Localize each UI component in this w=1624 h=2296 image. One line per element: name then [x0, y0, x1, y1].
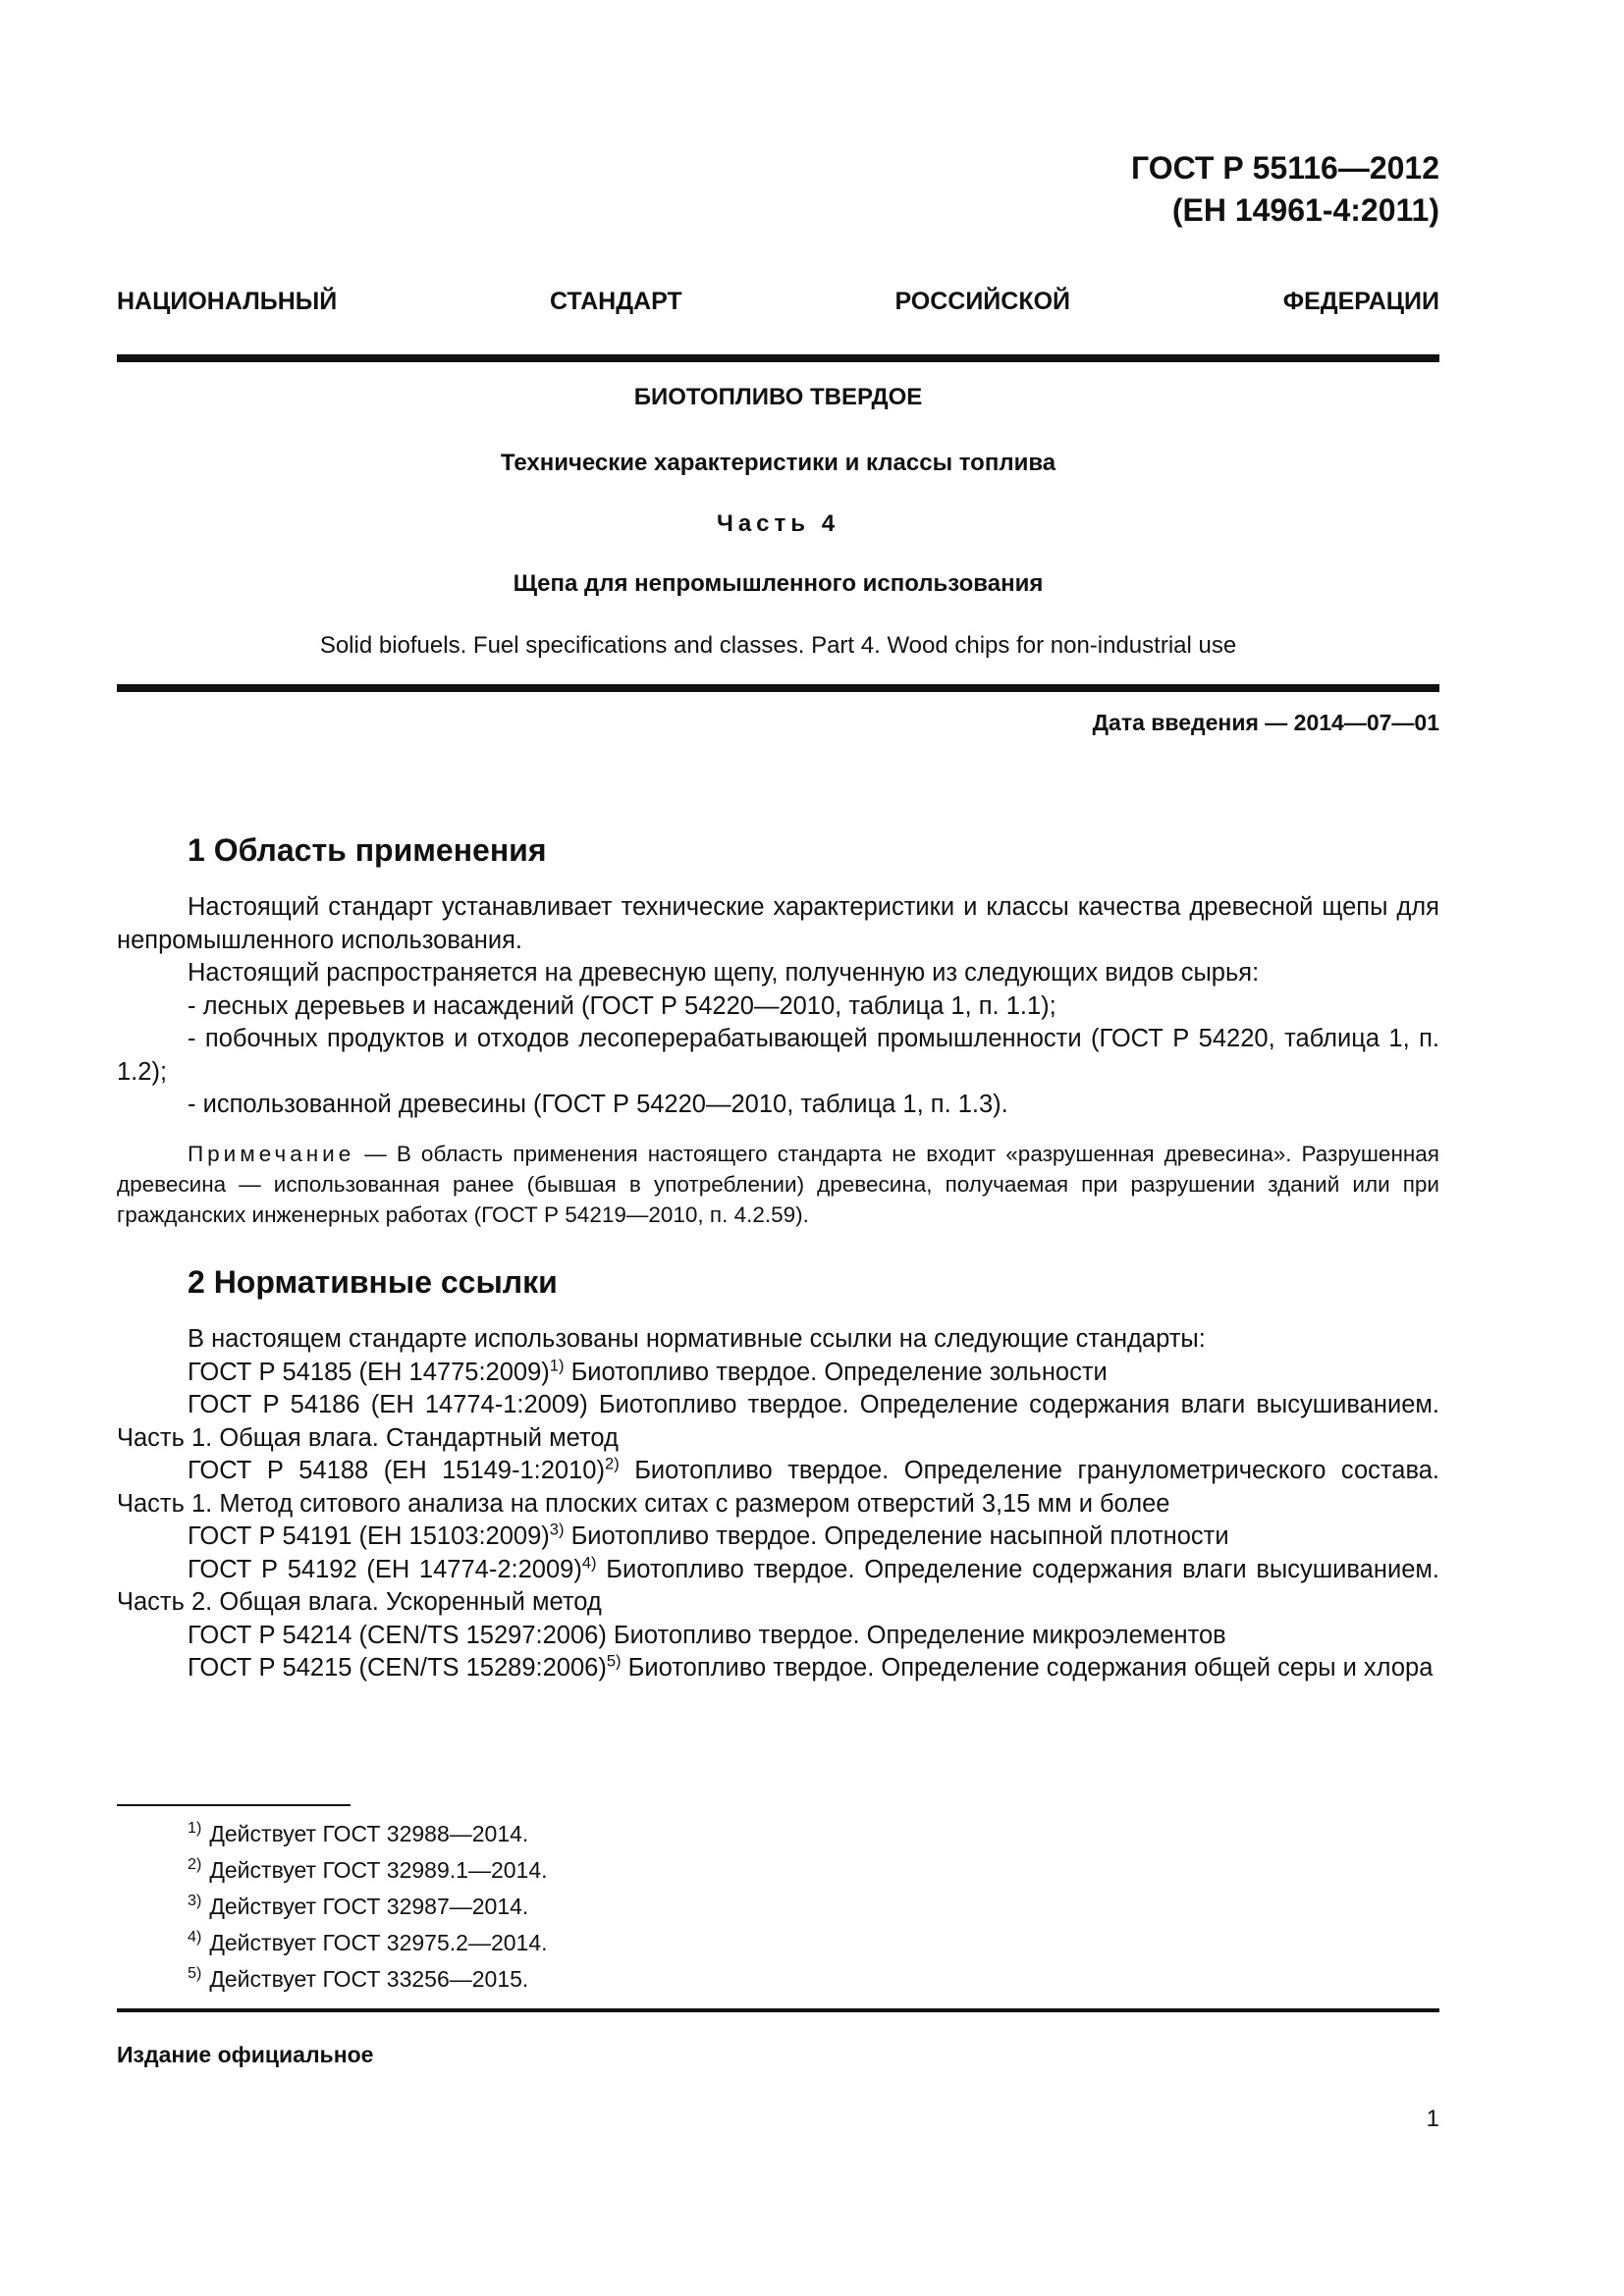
footnote	[188, 1889, 548, 1925]
reference-title: Биотопливо твердое. Определение зольности	[564, 1358, 1108, 1386]
reference-item	[117, 1455, 1439, 1521]
footnote-mark: 4)	[581, 1553, 597, 1572]
reference-code: ГОСТ Р 54185 (ЕН 14775:2009)	[188, 1358, 550, 1386]
standard-number: ГОСТ Р 55116—2012	[1131, 150, 1439, 186]
section-1-list-item: - лесных деревьев и насаждений (ГОСТ Р 54220—2010, таблица 1, п. 1.1);	[188, 991, 1056, 1020]
introduction-date: Дата введения — 2014—07—01	[1092, 710, 1439, 735]
footnote-number: 1)	[188, 1819, 202, 1838]
document-subtitle: Технические характеристики и классы топлива	[500, 450, 1056, 476]
standard-number-block	[1131, 147, 1439, 232]
footnote-mark: 1)	[549, 1356, 565, 1374]
reference-code: ГОСТ Р 54186 (ЕН 14774-1:2009)	[188, 1391, 588, 1418]
reference-title: Биотопливо твердое. Определение микроэлементов	[606, 1621, 1226, 1649]
note-text: — В область применения настоящего стандарта не входит «разрушенная древесина». Разрушенная древесина — использованная ранее (бывшая в употреблении) древесина, получаемая при разрушении зданий или при гражданских инженерных работах (ГОСТ Р 54219—2010, п. 4.2.59).	[117, 1142, 1439, 1227]
footer-rule	[117, 2008, 1439, 2012]
reference-title: Биотопливо твердое. Определение гранулометрического состава. Часть 1. Метод ситового анализа на плоских ситах с размером отверстий 3,15 мм и более	[117, 1457, 1440, 1518]
footnote-text: Действует ГОСТ 32987—2014.	[209, 1894, 529, 1919]
footnote-number: 3)	[188, 1892, 202, 1910]
reference-item	[117, 1389, 1439, 1455]
footnote	[188, 1816, 548, 1852]
footnote	[188, 1852, 548, 1889]
footnote-mark: 5)	[606, 1651, 622, 1671]
reference-item	[117, 1357, 1439, 1390]
top-rule	[117, 354, 1439, 362]
footnote-separator	[117, 1804, 351, 1806]
footnote-number: 5)	[188, 1964, 202, 1983]
footnote	[188, 1961, 548, 1998]
page-number: 1	[1426, 2106, 1439, 2132]
reference-item	[117, 1521, 1439, 1554]
reference-item	[117, 1554, 1439, 1620]
footnote-text: Действует ГОСТ 33256—2015.	[209, 1966, 529, 1992]
footnote-number: 4)	[188, 1928, 202, 1947]
section-2-intro: В настоящем стандарте использованы нормативные ссылки на следующие стандарты:	[188, 1325, 1206, 1353]
section-1-note	[117, 1139, 1439, 1230]
reference-title: Биотопливо твердое. Определение содержания общей серы и хлора	[621, 1654, 1434, 1682]
title-bottom-rule	[117, 684, 1439, 692]
section-1-list-item: - побочных продуктов и отходов лесоперерабатывающей промышленности (ГОСТ Р 54220, таблица 1, п. 1.2);	[117, 1025, 1439, 1086]
section-1-body	[117, 891, 1439, 1122]
reference-code: ГОСТ Р 54215 (CEN/TS 15289:2006)	[188, 1654, 607, 1682]
reference-code: ГОСТ Р 54188 (ЕН 15149-1:2010)	[188, 1457, 605, 1484]
footnote-mark: 2)	[604, 1454, 620, 1473]
footnote-number: 2)	[188, 1855, 202, 1874]
reference-title: Биотопливо твердое. Определение насыпной плотности	[564, 1522, 1229, 1550]
note-label: Примечание	[188, 1142, 355, 1166]
reference-code: ГОСТ Р 54214 (CEN/TS 15297:2006)	[188, 1621, 607, 1649]
section-1-paragraph: Настоящий распространяется на древесную щепу, полученную из следующих видов сырья:	[188, 959, 1260, 987]
national-standard-banner: НАЦИОНАЛЬНЫЙ СТАНДАРТ РОССИЙСКОЙ ФЕДЕРАЦИИ	[117, 288, 1439, 315]
equivalent-standard: (ЕН 14961-4:2011)	[1171, 192, 1439, 228]
footnote-text: Действует ГОСТ 32989.1—2014.	[209, 1857, 548, 1883]
reference-code: ГОСТ Р 54192 (ЕН 14774-2:2009)	[188, 1555, 582, 1583]
reference-item	[117, 1652, 1439, 1685]
reference-title: Биотопливо твердое. Определение содержания влаги высушиванием. Часть 2. Общая влага. Ускоренный метод	[117, 1555, 1439, 1616]
section-1-heading: 1 Область применения	[188, 832, 547, 868]
document-title: БИОТОПЛИВО ТВЕРДОЕ	[633, 384, 923, 410]
section-1-paragraph: Настоящий стандарт устанавливает технические характеристики и классы качества древесной щепы для непромышленного использования.	[117, 893, 1439, 954]
document-part: Часть 4	[716, 510, 840, 537]
footnote-text: Действует ГОСТ 32975.2—2014.	[209, 1930, 548, 1955]
footnote-mark: 3)	[549, 1520, 565, 1539]
footnote-text: Действует ГОСТ 32988—2014.	[209, 1821, 529, 1846]
footnote	[188, 1925, 548, 1961]
reference-item	[117, 1620, 1439, 1653]
section-1-list-item: - использованной древесины (ГОСТ Р 54220—2010, таблица 1, п. 1.3).	[188, 1091, 1008, 1118]
document-part-title: Щепа для непромышленного использования	[513, 570, 1044, 597]
official-edition-label: Издание официальное	[117, 2042, 374, 2067]
section-2-heading: 2 Нормативные ссылки	[188, 1264, 558, 1300]
footnotes	[188, 1816, 548, 1998]
reference-code: ГОСТ Р 54191 (ЕН 15103:2009)	[188, 1522, 550, 1550]
english-title: Solid biofuels. Fuel specifications and classes. Part 4. Wood chips for non-industrial use	[319, 632, 1237, 659]
section-2-body	[117, 1323, 1439, 1685]
reference-title: Биотопливо твердое. Определение содержания влаги высушиванием. Часть 1. Общая влага. Стандартный метод	[117, 1391, 1439, 1452]
